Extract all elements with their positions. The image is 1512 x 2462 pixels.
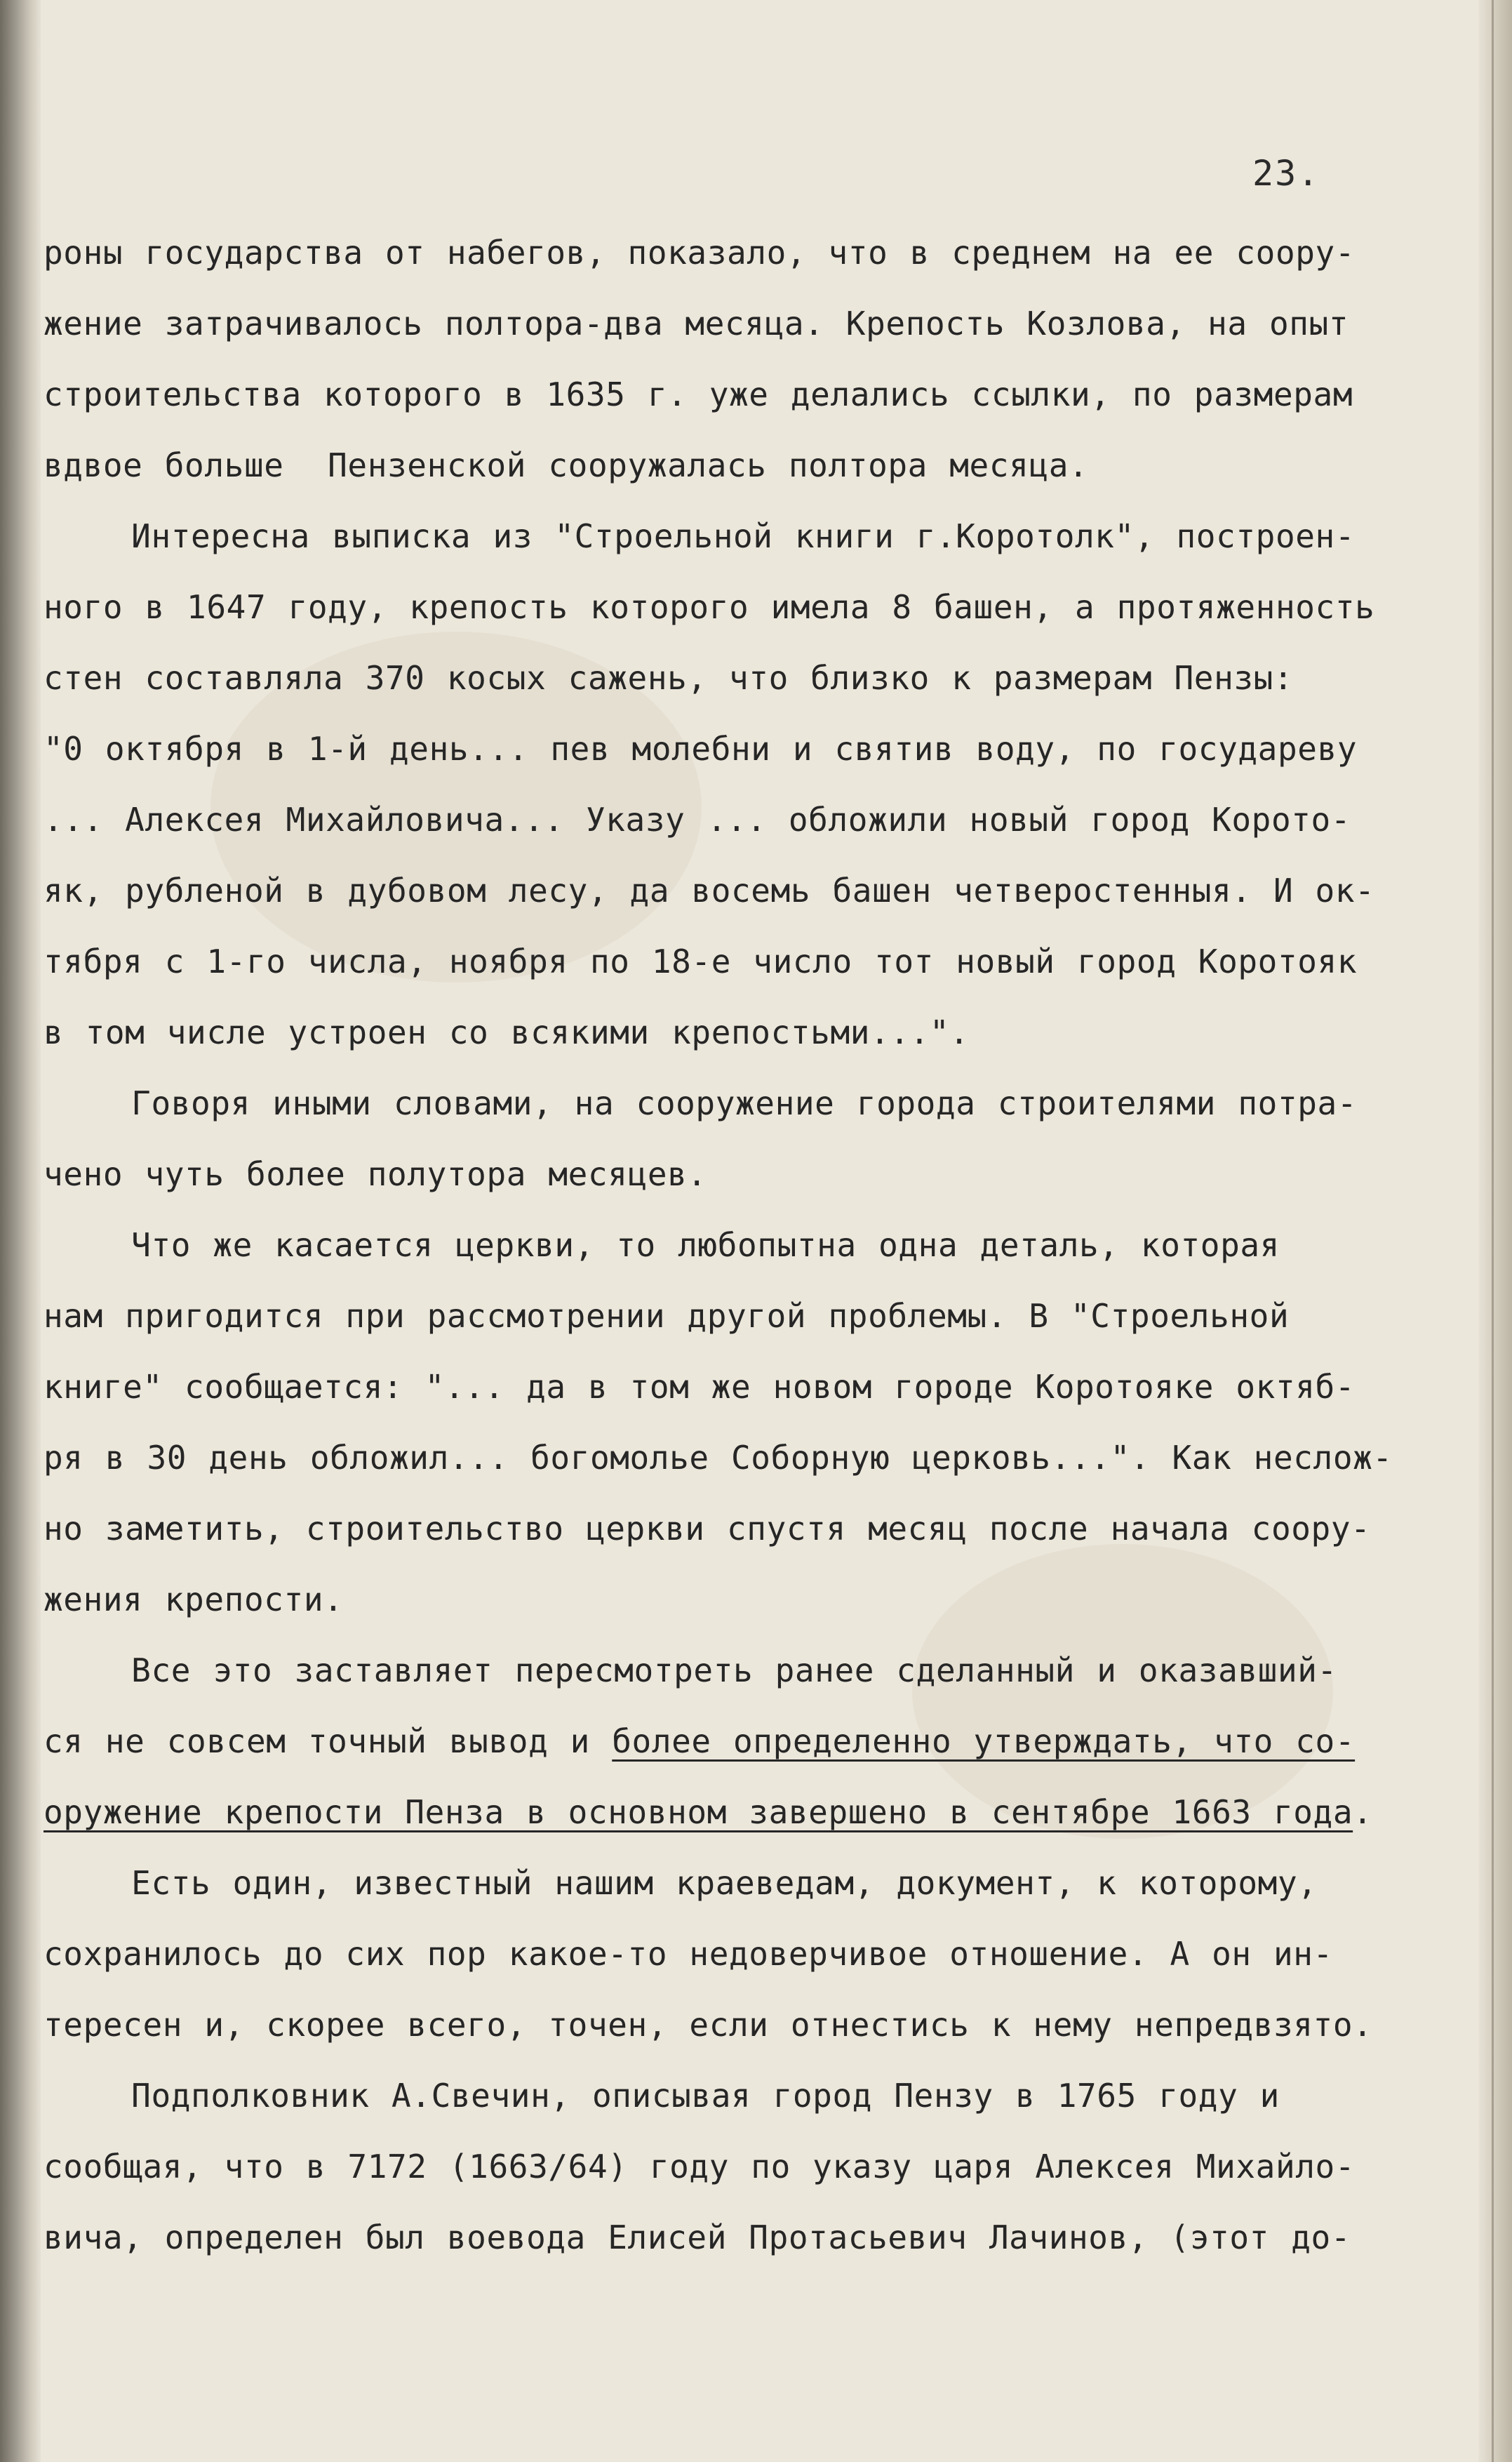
text-line: вдвое больше Пензенской сооружалась полтора месяца. — [44, 446, 1089, 484]
text-line: тября с 1-го числа, ноября по 18-е число тот новый город Коротояк — [44, 943, 1358, 980]
text-line — [44, 1777, 1482, 1848]
text-line: Есть один, известный нашим краеведам, документ, к которому, — [44, 1864, 1318, 1902]
text-line: Подполковник А.Свечин, описывая город Пензу в 1765 году и — [44, 2077, 1280, 2115]
page-number: 23. — [1252, 153, 1320, 194]
text-line: роны государства от набегов, показало, что в среднем на ее соору- — [44, 234, 1356, 272]
text-line: Интересна выписка из "Строельной книги г.Коротолк", построен- — [44, 517, 1356, 555]
text-line: Говоря иными словами, на сооружение города строителями потра- — [44, 1084, 1358, 1122]
text-line: в том числе устроен со всякими крепостьми...". — [44, 1013, 970, 1051]
text-line: но заметить, строительство церкви спустя месяц после начала соору- — [44, 1510, 1371, 1548]
text-line: сохранилось до сих пор какое-то недоверчивое отношение. А он ин- — [44, 1935, 1333, 1973]
binding-shadow — [0, 0, 41, 2462]
text-line: як, рубленой в дубовом лесу, да восемь башен четверостенныя. И ок- — [44, 872, 1375, 910]
underlined-conclusion: более определенно утверждать, что со- — [612, 1722, 1356, 1760]
page-edge-line — [1492, 0, 1494, 2462]
text-line: тересен и, скорее всего, точен, если отнестись к нему непредвзято. — [44, 2006, 1373, 2044]
text-line: сообщая, что в 7172 (1663/64) году по указу царя Алексея Михайло- — [44, 2148, 1356, 2185]
text-segment: . — [1353, 1793, 1373, 1831]
text-line: Что же касается церкви, то любопытна одна деталь, которая — [44, 1226, 1280, 1264]
text-line: строительства которого в 1635 г. уже делались ссылки, по размерам — [44, 375, 1353, 413]
text-line: ного в 1647 году, крепость которого имела 8 башен, а протяженность — [44, 588, 1375, 626]
text-line — [44, 1706, 1482, 1777]
underlined-conclusion: оружение крепости Пенза в основном завершено в сентябре 1663 года — [44, 1793, 1353, 1831]
text-line: жения крепости. — [44, 1581, 344, 1618]
text-line: книге" сообщается: "... да в том же новом городе Коротояке октяб- — [44, 1368, 1356, 1406]
text-line: жение затрачивалось полтора-два месяца. Крепость Козлова, на опыт — [44, 305, 1349, 342]
text-line: вича, определен был воевода Елисей Протасьевич Лачинов, (этот до- — [44, 2218, 1351, 2256]
text-line: ря в 30 день обложил... богомолье Соборную церковь...". Как неслож- — [44, 1439, 1393, 1477]
text-line: ... Алексея Михайловича... Указу ... обложили новый город Корото- — [44, 801, 1351, 839]
text-line: Все это заставляет пересмотреть ранее сделанный и оказавший- — [44, 1651, 1337, 1689]
text-segment: ся не совсем точный вывод и — [44, 1722, 613, 1760]
typed-text-body — [44, 218, 1482, 2273]
text-line: стен составляла 370 косых сажень, что близко к размерам Пензы: — [44, 659, 1294, 697]
text-line: чено чуть более полутора месяцев. — [44, 1155, 707, 1193]
text-line: "0 октября в 1-й день... пев молебни и святив воду, по государеву — [44, 730, 1358, 768]
page-right-edge — [1478, 0, 1512, 2462]
text-line: нам пригодится при рассмотрении другой проблемы. В "Строельной — [44, 1297, 1290, 1335]
